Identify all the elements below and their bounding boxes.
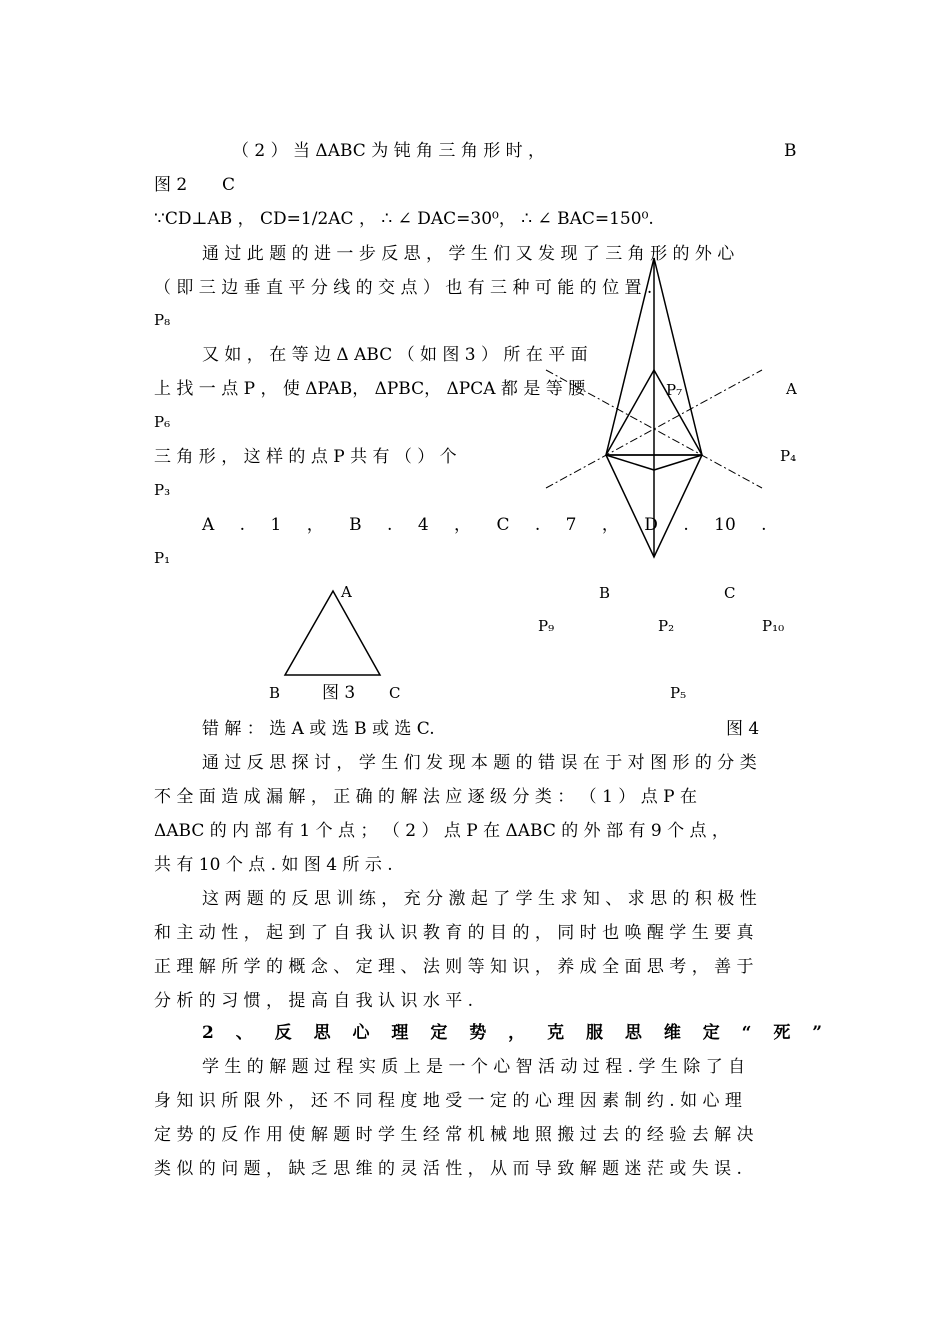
fig4-label-p2: P₂: [658, 617, 675, 635]
para-3-line-2: 身 知 识 所 限 外 ， 还 不 同 程 度 地 受 一 定 的 心 理 因 素 制 约 . 如 心 理: [154, 1091, 742, 1111]
label-c: C: [222, 175, 236, 195]
fig4-label-c: C: [724, 584, 736, 602]
line-example-1: 又 如 ， 在 等 边 Δ ABC （ 如 图 3 ） 所 在 平 面: [202, 345, 588, 365]
para-2-line-2: 和 主 动 性 ， 起 到 了 自 我 认 识 教 育 的 目 的 ， 同 时 也 唤 醒 学 生 要 真: [154, 923, 754, 943]
fig3-label-c: C: [389, 684, 401, 702]
para-2-line-3: 正 理 解 所 学 的 概 念 、 定 理 、 法 则 等 知 识 ， 养 成 全 面 思 考 ， 善 于: [154, 957, 754, 977]
fig4-label-p6: P₆: [154, 413, 171, 431]
line-options: A . 1 ， B . 4 ， C . 7 ， D . 10 .: [202, 515, 767, 535]
fig4-label-p8: P₈: [154, 311, 171, 329]
line-wrong-answer: 错 解 ： 选 A 或 选 B 或 选 C.: [202, 719, 435, 739]
figure-4-caption: 图 4: [726, 719, 760, 739]
line-example-2: 上 找 一 点 P ， 使 ΔPAB， ΔPBC， ΔPCA 都 是 等 腰: [154, 379, 586, 399]
line-case-2: （ 2 ） 当 ΔABC 为 钝 角 三 角 形 时 ，: [232, 141, 546, 161]
section-heading: 2 、 反 思 心 理 定 势 ， 克 服 思 维 定 “ 死 ”: [202, 1023, 831, 1043]
para-2-line-1: 这 两 题 的 反 思 训 练 ， 充 分 激 起 了 学 生 求 知 、 求 思 的 积 极 性: [202, 889, 757, 909]
fig4-label-p5: P₅: [670, 684, 687, 702]
para-1-line-1: 通 过 反 思 探 讨 ， 学 生 们 发 现 本 题 的 错 误 在 于 对 图 形 的 分 类: [202, 753, 757, 773]
fig4-label-p10: P₁₀: [762, 617, 785, 635]
para-1-line-2: 不 全 面 造 成 漏 解 ， 正 确 的 解 法 应 逐 级 分 类 ： （ 1 ） 点 P 在: [154, 787, 697, 807]
fig4-label-p4: P₄: [780, 447, 797, 465]
line-example-3: 三 角 形 ， 这 样 的 点 P 共 有 （ ） 个: [154, 447, 457, 467]
line-reflection-2: （ 即 三 边 垂 直 平 分 线 的 交 点 ） 也 有 三 种 可 能 的 位 置 .: [154, 278, 653, 298]
para-3-line-3: 定 势 的 反 作 用 使 解 题 时 学 生 经 常 机 械 地 照 搬 过 去 的 经 验 去 解 决: [154, 1125, 754, 1145]
fig4-label-a: A: [786, 380, 797, 398]
para-1-line-3: ΔABC 的 内 部 有 1 个 点 ； （ 2 ） 点 P 在 ΔABC 的 外 部 有 9 个 点 ，: [154, 821, 729, 841]
para-1-line-4: 共 有 10 个 点 . 如 图 4 所 示 .: [154, 855, 393, 875]
fig4-label-p3: P₃: [154, 481, 171, 499]
fig4-label-p7: P₇: [666, 381, 683, 399]
para-3-line-4: 类 似 的 问 题 ， 缺 乏 思 维 的 灵 活 性 ， 从 而 导 致 解 题 迷 茫 或 失 误 .: [154, 1159, 742, 1179]
para-2-line-4: 分 析 的 习 惯 ， 提 高 自 我 认 识 水 平 .: [154, 991, 474, 1011]
fig4-label-p1: P₁: [154, 549, 171, 567]
label-b-right: B: [784, 141, 797, 161]
figure-3-caption: 图 3: [322, 683, 356, 703]
fig3-label-a: A: [341, 583, 352, 601]
fig3-label-b: B: [269, 684, 281, 702]
fig4-label-p9: P₉: [538, 617, 555, 635]
line-proof: ∵CD⊥AB ， CD=1/2AC ， ∴ ∠ DAC=30⁰， ∴ ∠ BAC=150⁰.: [154, 209, 654, 229]
fig4-label-b: B: [599, 584, 611, 602]
figure-2-caption: 图 2: [154, 175, 188, 195]
line-reflection-1: 通 过 此 题 的 进 一 步 反 思 ， 学 生 们 又 发 现 了 三 角 形 的 外 心: [202, 244, 735, 264]
para-3-line-1: 学 生 的 解 题 过 程 实 质 上 是 一 个 心 智 活 动 过 程 . 学 生 除 了 自: [202, 1057, 746, 1077]
